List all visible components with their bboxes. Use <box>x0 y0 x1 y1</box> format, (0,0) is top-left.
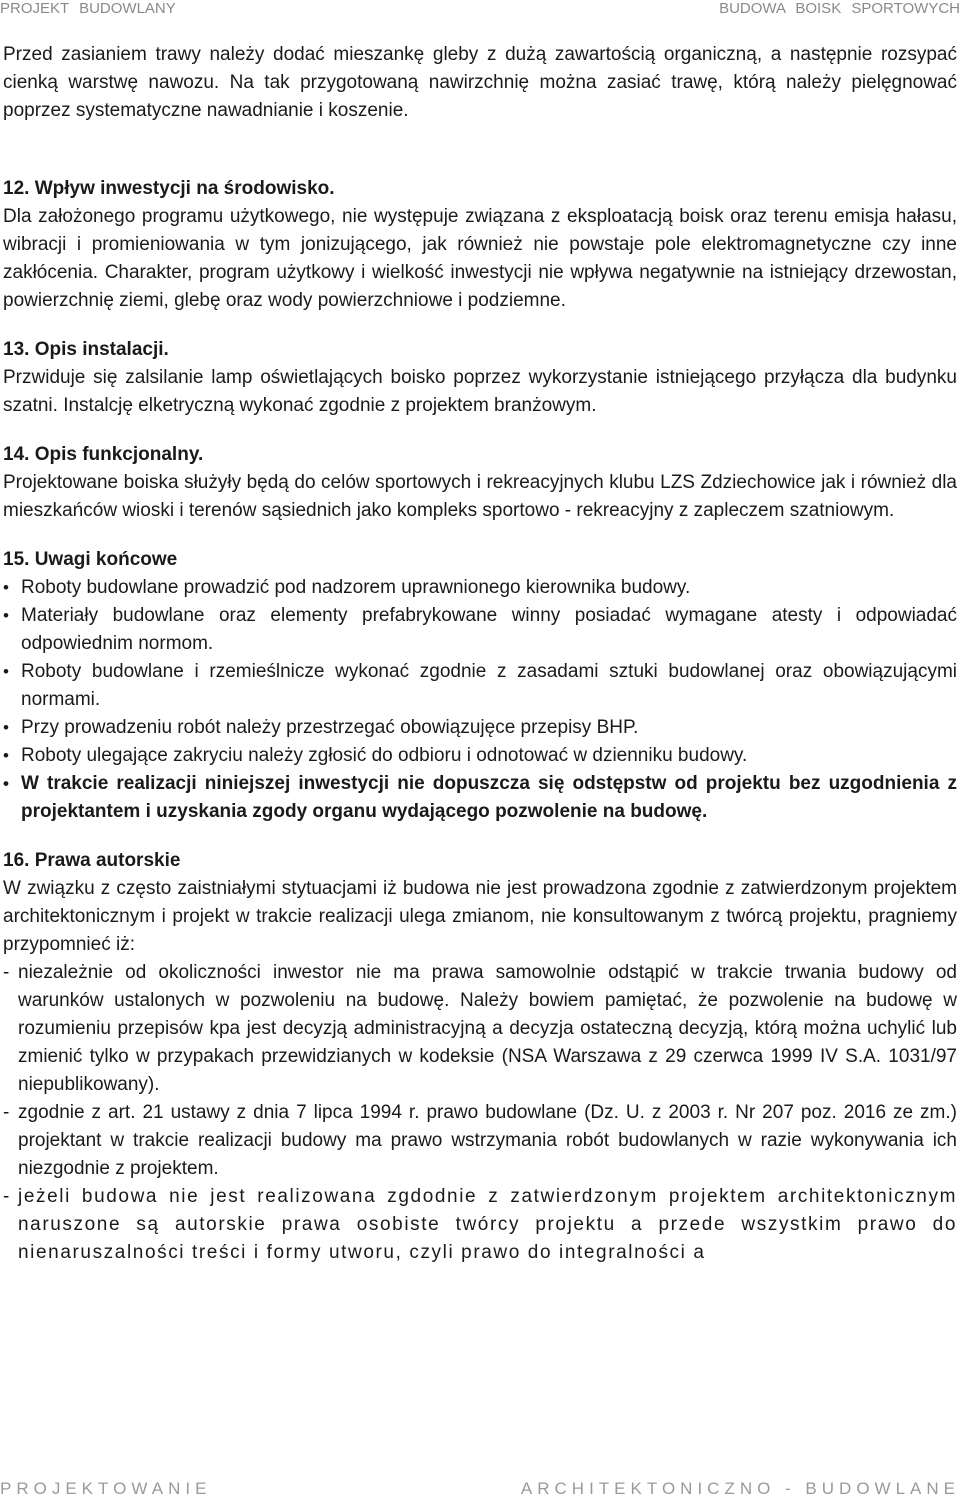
list-item: • Przy prowadzeniu robót należy przestrzegać obowiązujęce przepisy BHP. <box>3 714 957 742</box>
header-right: BUDOWA BOISK SPORTOWYCH <box>719 0 960 17</box>
page-header <box>0 0 960 20</box>
section-14-text: Projektowane boiska służyły będą do celów sportowych i rekreacyjnych klubu LZS Zdziechowice jak i również dla mieszkańców wioski i terenów sąsiednich jako kompleks sportowo - rekreacyjny z zapleczem szatniowym. <box>3 472 957 521</box>
list-item: - jeżeli budowa nie jest realizowana zgdodnie z zatwierdzonym projektem architektonicznym naruszone są autorskie prawa osobiste twórcy projektu a przede wszystkim prawo do nienaruszalności treści i formy utworu, czyli prawo do integralności a <box>3 1183 957 1267</box>
section-16-heading: 16. Prawa autorskie <box>3 850 181 871</box>
list-item: • Roboty budowlane prowadzić pod nadzorem uprawnionego kierownika budowy. <box>3 574 957 602</box>
section-16-text: W związku z często zaistniałymi stytuacjami iż budowa nie jest prowadzona zgodnie z zatwierdzonym projektem architektonicznym i projekt w trakcie realizacji ulega zmianom, nie konsultowanym z twórcą projektu, pragniemy przypomnieć iż: <box>3 878 957 955</box>
section-13-text: Przwiduje się zalsilanie lamp oświetlających boisko poprzez wykorzystanie istniejącego przyłącza dla budynku szatni. Instalcję elketryczną wykonać zgodnie z projektem branżowym. <box>3 367 957 416</box>
list-item: • Roboty budowlane i rzemieślnicze wykonać zgodnie z zasadami sztuki budowlanej oraz obowiązującymi normami. <box>3 658 957 714</box>
copyright-list <box>3 959 957 1267</box>
section-12-text: Dla założonego programu użytkowego, nie występuje związana z eksploatacją boisk oraz terenu emisja hałasu, wibracji i promieniowania w tym jonizującego, jak również nie powstaje pole elektromagnetyczne czy inne zakłócenia. Charakter, program użytkowy i wielkość inwestycji nie wpływa negatywnie na istniejący drzewostan, powierzchnię ziemi, glebę oraz wody powierzchniowe i podziemne. <box>3 206 957 311</box>
intro-paragraph: Przed zasianiem trawy należy dodać mieszankę gleby z dużą zawartością organiczną, a następnie rozsypać cienką warstwę nawozu. Na tak przygotowaną nawirzchnię można zasiać trawę, którą należy pielęgnować poprzez systematyczne nawadnianie i koszenie. <box>3 44 957 121</box>
remarks-list <box>3 574 957 826</box>
header-left: PROJEKT BUDOWLANY <box>0 0 176 17</box>
list-item: • W trakcie realizacji niniejszej inwestycji nie dopuszcza się odstępstw od projektu bez uzgodnienia z projektantem i uzyskania zgody organu wydającego pozwolenie na budowę. <box>3 770 957 826</box>
list-item: • Materiały budowlane oraz elementy prefabrykowane winny posiadać wymagane atesty i odpowiadać odpowiednim normom. <box>3 602 957 658</box>
page-footer <box>0 1478 960 1500</box>
section-14-heading: 14. Opis funkcjonalny. <box>3 444 204 465</box>
page-content <box>3 41 957 1267</box>
list-item: - zgodnie z art. 21 ustawy z dnia 7 lipca 1994 r. prawo budowlane (Dz. U. z 2003 r. Nr 207 poz. 2016 ze zm.) projektant w trakcie realizacji budowy ma prawo wstrzymania robót budowlanych w razie wykonywania ich niezgodnie z projektem. <box>3 1099 957 1183</box>
footer-left: PROJEKTOWANIE <box>0 1479 212 1498</box>
list-item: • Roboty ulegające zakryciu należy zgłosić do odbioru i odnotować w dzienniku budowy. <box>3 742 957 770</box>
section-13-heading: 13. Opis instalacji. <box>3 339 169 360</box>
section-15-heading: 15. Uwagi końcowe <box>3 549 178 570</box>
list-item: - niezależnie od okoliczności inwestor nie ma prawa samowolnie odstąpić w trakcie trwania budowy od warunków ustalonych w pozwoleniu na budowę. Należy bowiem pamiętać, że pozwolenie na budowę w rozumieniu przepisów kpa jest decyzją administracyjną a decyzja ostateczną decyzją, którą można uchylić lub zmienić tylko w przypakach przewidzianych w kodeksie (NSA Warszawa z 29 czerwca 1999 IV S.A. 1031/97 niepublikowany). <box>3 959 957 1099</box>
footer-right: ARCHITEKTONICZNO - BUDOWLANE <box>520 1479 960 1498</box>
section-12-heading: 12. Wpływ inwestycji na środowisko. <box>3 178 335 199</box>
